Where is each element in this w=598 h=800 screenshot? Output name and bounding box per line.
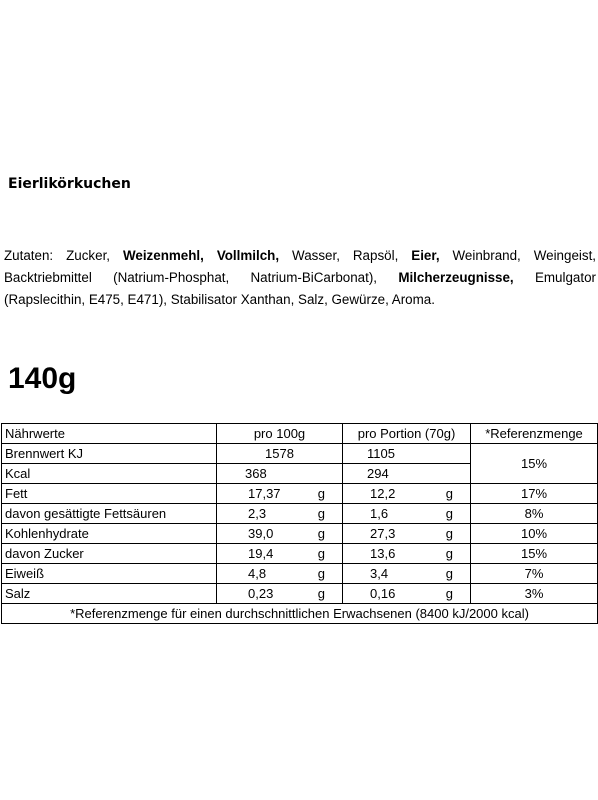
nutrient-ref: 7%: [471, 564, 598, 584]
nutrient-unit: g: [445, 525, 453, 541]
nutrient-value-portion: 1,6: [370, 505, 389, 521]
header-pro-100g: pro 100g: [217, 424, 343, 444]
net-weight: 140g: [8, 362, 77, 395]
nutrient-label: Salz: [2, 584, 217, 604]
table-row: [2, 544, 598, 564]
nutrient-per-portion: [343, 544, 471, 564]
nutrient-per-100g: [217, 544, 343, 564]
nutrient-value-portion: 0,16: [370, 585, 396, 601]
table-row: [2, 524, 598, 544]
table-footnote-row: [2, 604, 598, 624]
nutrient-per-portion: [343, 564, 471, 584]
nutrient-per-portion: [343, 524, 471, 544]
nutrient-per-100g: [217, 584, 343, 604]
nutrient-value-portion: 13,6: [370, 545, 396, 561]
nutrient-ref: 10%: [471, 524, 598, 544]
nutrient-unit: g: [445, 485, 453, 501]
energy-kj-100: 1578: [217, 444, 343, 464]
energy-kcal-label: Kcal: [2, 464, 217, 484]
nutrient-per-portion: [343, 584, 471, 604]
nutrient-unit: g: [317, 585, 325, 601]
nutrient-per-portion: [343, 484, 471, 504]
table-row: [2, 584, 598, 604]
ingredient-text: Wasser, Rapsöl,: [279, 248, 412, 263]
nutrient-ref: 15%: [471, 544, 598, 564]
nutrient-value-100g: 39,0: [248, 525, 274, 541]
ingredient-text: Zutaten: Zucker,: [4, 248, 123, 263]
nutrient-label: davon gesättigte Fettsäuren: [2, 504, 217, 524]
nutrient-unit: g: [445, 585, 453, 601]
table-row: [2, 504, 598, 524]
ingredient-allergen: Weizenmehl, Vollmilch,: [122, 248, 280, 263]
nutrient-per-100g: [217, 524, 343, 544]
energy-kj-label: Brennwert KJ: [2, 444, 217, 464]
nutrient-label: Eiweiß: [2, 564, 217, 584]
nutrition-table: [1, 423, 598, 624]
nutrient-ref: 17%: [471, 484, 598, 504]
nutrient-unit: g: [317, 485, 325, 501]
header-pro-portion: pro Portion (70g): [343, 424, 471, 444]
energy-kcal-100: 368: [217, 464, 343, 484]
header-referenzmenge: *Referenzmenge: [471, 424, 598, 444]
ingredient-text: Weinbrand, Weingeist, Backtriebmittel (Natrium-Phosphat, Natrium-BiCarbonat),: [4, 248, 597, 285]
table-row: [2, 564, 598, 584]
ingredients-text: [4, 245, 596, 311]
nutrient-per-portion: [343, 504, 471, 524]
nutrient-value-portion: 12,2: [370, 485, 396, 501]
nutrient-value-100g: 19,4: [248, 545, 274, 561]
nutrient-per-100g: [217, 504, 343, 524]
energy-ref: 15%: [471, 444, 598, 484]
nutrient-value-portion: 27,3: [370, 525, 396, 541]
header-naehrwerte: Nährwerte: [2, 424, 217, 444]
nutrient-value-100g: 0,23: [248, 585, 274, 601]
nutrient-unit: g: [317, 545, 325, 561]
nutrient-per-100g: [217, 564, 343, 584]
nutrient-value-100g: 4,8: [248, 565, 267, 581]
nutrient-label: davon Zucker: [2, 544, 217, 564]
nutrient-value-portion: 3,4: [370, 565, 389, 581]
nutrient-unit: g: [317, 525, 325, 541]
ingredient-allergen: Milcherzeugnisse,: [398, 270, 514, 285]
nutrient-unit: g: [317, 505, 325, 521]
nutrient-label: Fett: [2, 484, 217, 504]
table-row: [2, 444, 598, 464]
energy-kj-portion: 1105: [343, 444, 471, 464]
nutrient-value-100g: 2,3: [248, 505, 267, 521]
nutrient-unit: g: [445, 545, 453, 561]
nutrient-label: Kohlenhydrate: [2, 524, 217, 544]
nutrient-unit: g: [445, 565, 453, 581]
nutrient-unit: g: [445, 505, 453, 521]
table-row: [2, 484, 598, 504]
ingredient-text: Emulgator (Rapslecithin, E475, E471), Stabilisator Xanthan, Salz, Gewürze, Aroma.: [4, 270, 596, 307]
energy-kcal-portion: 294: [343, 464, 471, 484]
table-footnote: *Referenzmenge für einen durchschnittlichen Erwachsenen (8400 kJ/2000 kcal): [2, 604, 598, 624]
nutrient-ref: 3%: [471, 584, 598, 604]
nutrient-per-100g: [217, 484, 343, 504]
table-header-row: [2, 424, 598, 444]
ingredient-allergen: Eier,: [411, 248, 440, 263]
nutrient-value-100g: 17,37: [248, 485, 281, 501]
nutrient-ref: 8%: [471, 504, 598, 524]
product-title: Eierlikörkuchen: [8, 176, 131, 192]
nutrient-unit: g: [317, 565, 325, 581]
